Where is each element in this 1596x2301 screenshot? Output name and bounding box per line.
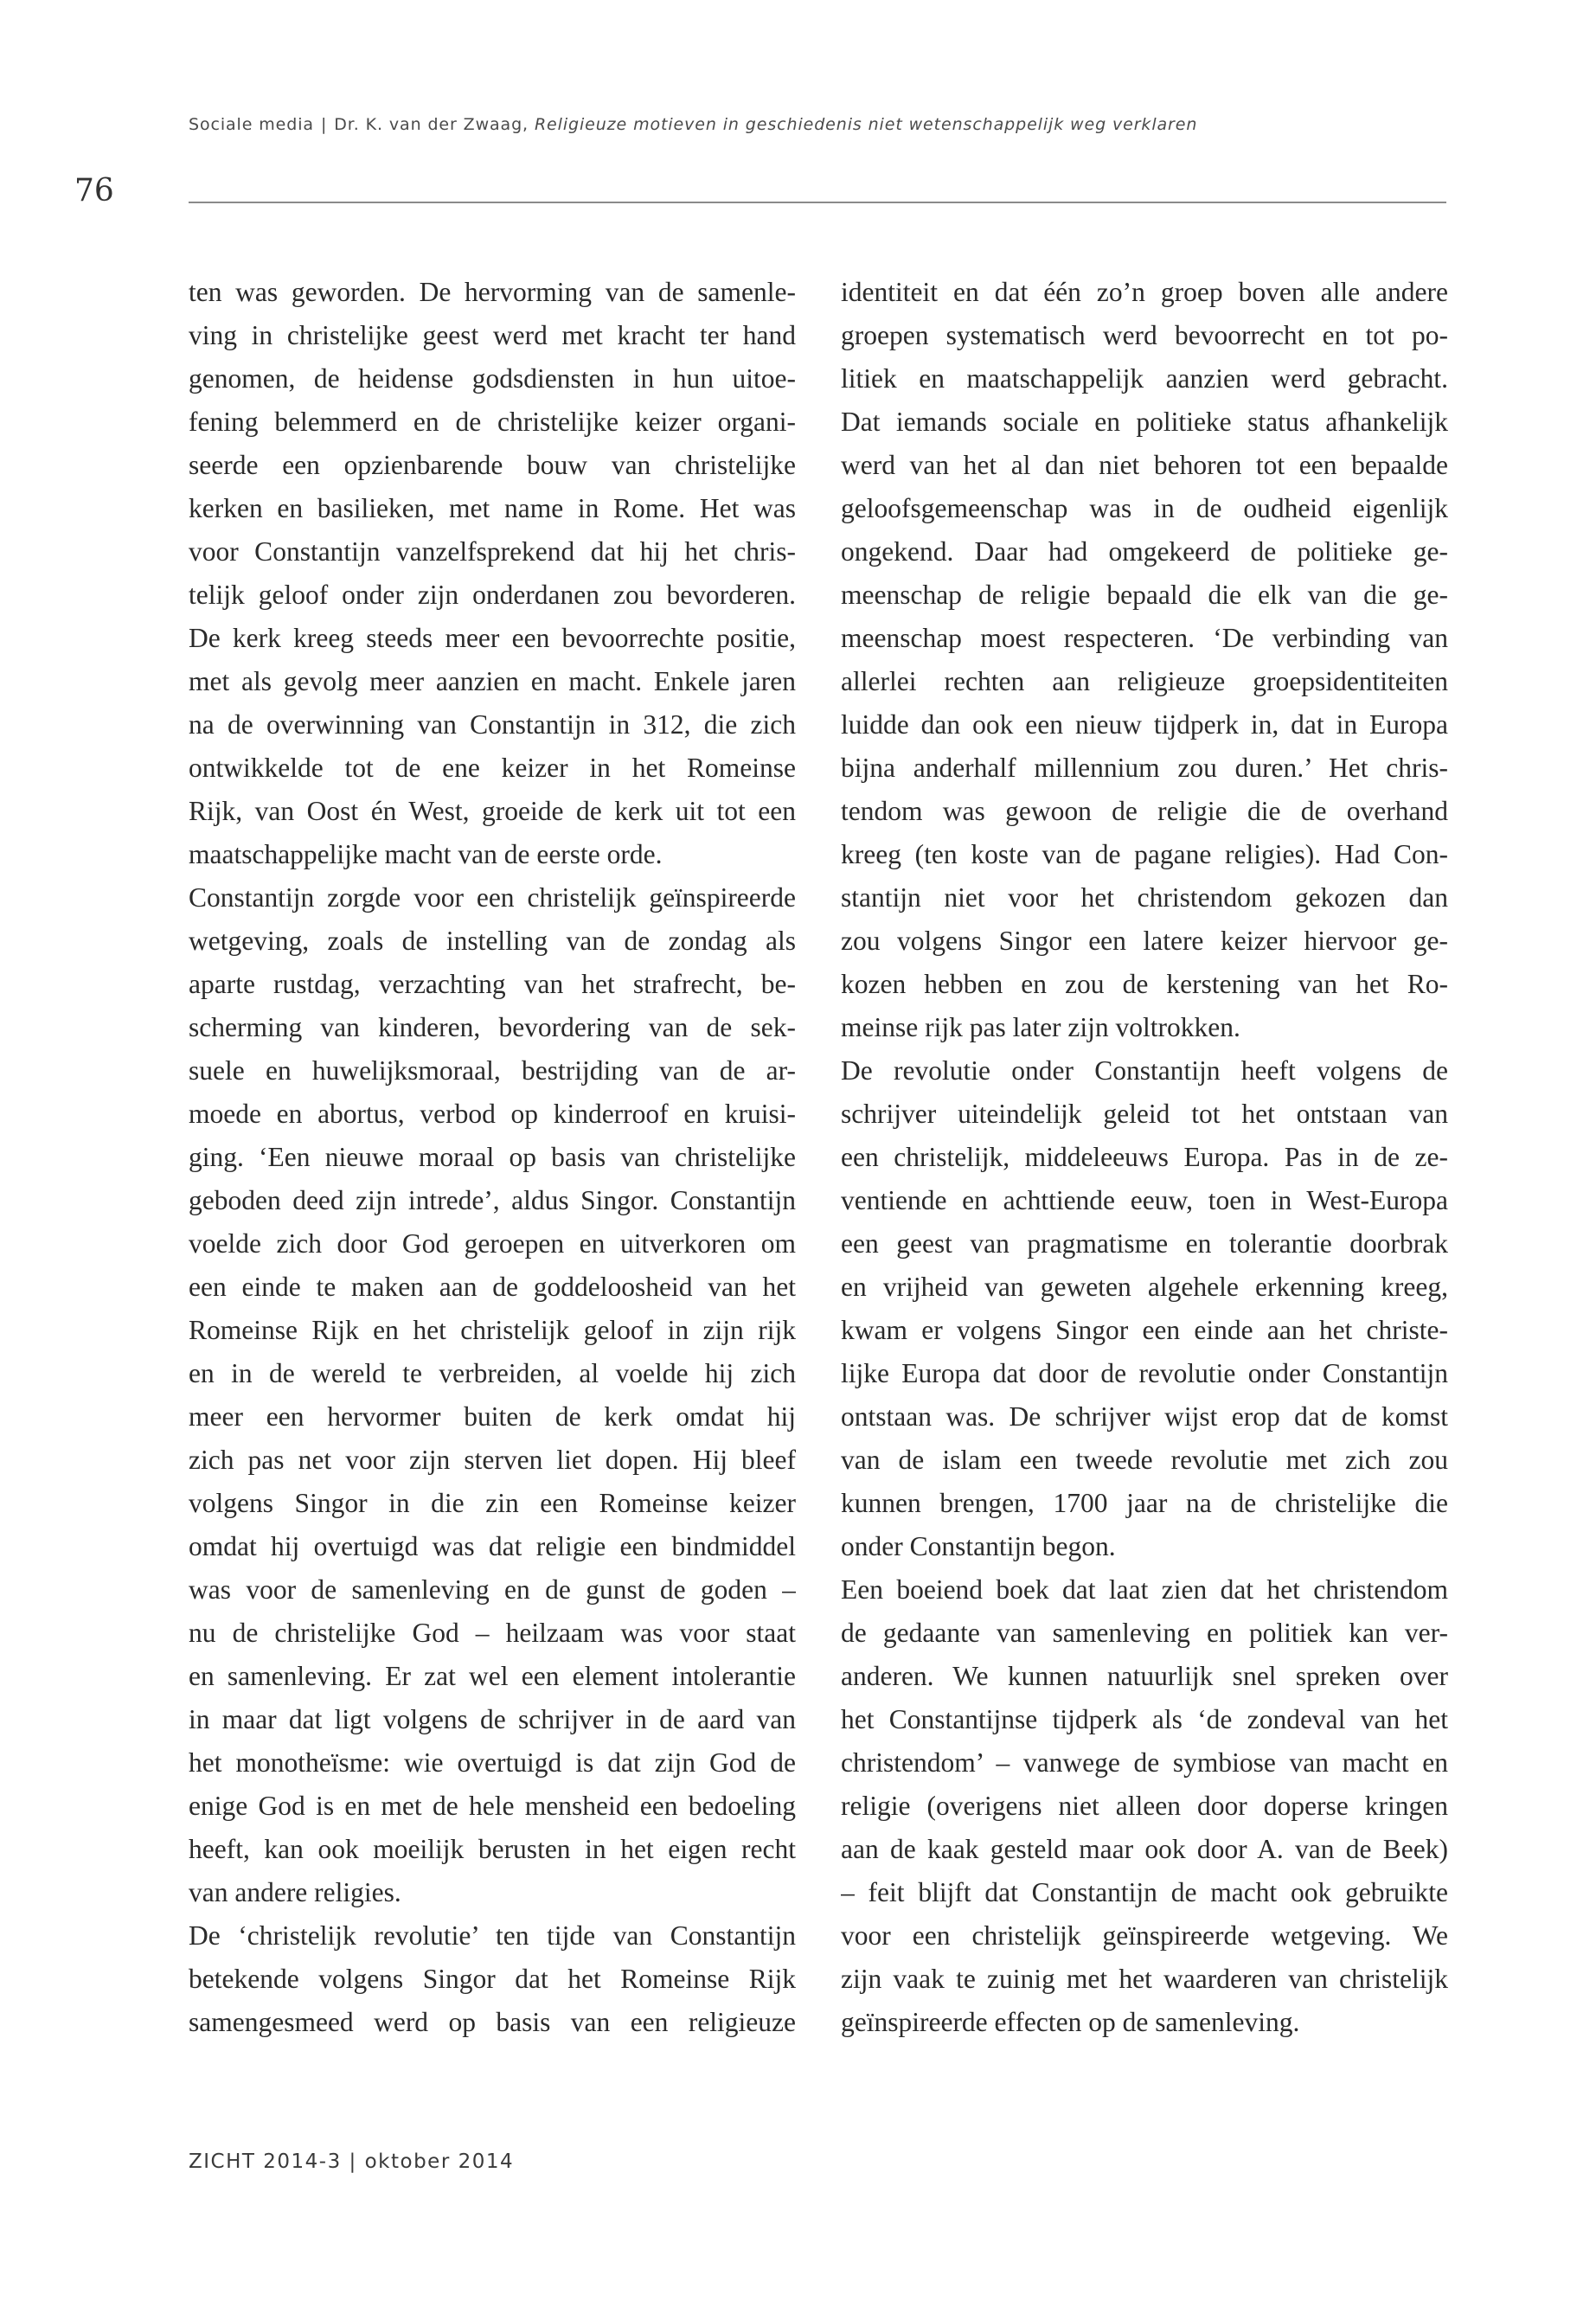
text-line: anderen. We kunnen natuurlijk snel spreken over — [841, 1661, 1448, 1691]
text-line: van de islam een tweede revolutie met zich zou — [841, 1445, 1448, 1475]
text-line: kozen hebben en zou de kerstening van het Ro- — [841, 969, 1448, 999]
header-author: Dr. K. van der Zwaag, — [334, 115, 529, 134]
text-line: een einde te maken aan de goddeloosheid van het — [189, 1272, 796, 1302]
header-separator: | — [320, 115, 328, 134]
text-line: Constantijn zorgde voor een christelijk geïnspireerde — [189, 882, 796, 913]
text-line: geloofsgemeenschap was in de oudheid eigenlijk — [841, 493, 1448, 523]
text-line: stantijn niet voor het christendom gekozen dan — [841, 882, 1448, 913]
text-line: christendom’ – vanwege de symbiose van macht en — [841, 1747, 1448, 1778]
text-line: De revolutie onder Constantijn heeft volgens de — [841, 1055, 1448, 1086]
text-line: geboden deed zijn intrede’, aldus Singor. Constantijn — [189, 1185, 796, 1215]
text-line: luidde dan ook een nieuw tijdperk in, dat in Europa — [841, 709, 1448, 740]
text-line: aparte rustdag, verzachting van het strafrecht, be- — [189, 969, 796, 999]
text-line: voor Constantijn vanzelfsprekend dat hij het chris- — [189, 536, 796, 567]
text-line: allerlei rechten aan religieuze groepsidentiteiten — [841, 666, 1448, 696]
text-line: ging. ‘Een nieuwe moraal op basis van christelijke — [189, 1142, 796, 1172]
text-line: volgens Singor in die zin een Romeinse keizer — [189, 1488, 796, 1518]
text-line: meenschap moest respecteren. ‘De verbinding van — [841, 623, 1448, 653]
text-line: geïnspireerde effecten op de samenleving. — [841, 2007, 1300, 2037]
running-header — [189, 115, 1197, 134]
text-line: moede en abortus, verbod op kinderroof en kruisi- — [189, 1099, 796, 1129]
left-column — [189, 271, 796, 2044]
text-line: het Constantijnse tijdperk als ‘de zondeval van het — [841, 1704, 1448, 1734]
text-line: heeft, kan ook moeilijk berusten in het eigen recht — [189, 1834, 796, 1864]
text-line: ontstaan was. De schrijver wijst erop dat de komst — [841, 1401, 1448, 1432]
text-line: kwam er volgens Singor een einde aan het christe- — [841, 1315, 1448, 1345]
text-line: voor een christelijk geïnspireerde wetgeving. We — [841, 1920, 1448, 1951]
text-line: kerken en basilieken, met name in Rome. Het was — [189, 493, 796, 523]
text-line: zou volgens Singor een latere keizer hiervoor ge- — [841, 926, 1448, 956]
text-line: van andere religies. — [189, 1877, 401, 1907]
text-line: aan de kaak gesteld maar ook door A. van de Beek) — [841, 1834, 1448, 1864]
text-line: bijna anderhalf millennium zou duren.’ Het chris- — [841, 753, 1448, 783]
text-line: genomen, de heidense godsdiensten in hun uitoe- — [189, 363, 796, 394]
header-article-title: Religieuze motieven in geschiedenis niet wetenschappelijk weg verklaren — [534, 115, 1198, 134]
text-line: meer een hervormer buiten de kerk omdat hij — [189, 1401, 796, 1432]
text-line: Dat iemands sociale en politieke status afhankelijk — [841, 407, 1448, 437]
text-line: maatschappelijke macht van de eerste orde. — [189, 839, 663, 869]
text-line: – feit blijft dat Constantijn de macht ook gebruikte — [841, 1877, 1448, 1907]
text-line: enige God is en met de hele mensheid een bedoeling — [189, 1791, 796, 1821]
text-line: na de overwinning van Constantijn in 312, die zich — [189, 709, 796, 740]
text-line: tendom was gewoon de religie die de overhand — [841, 796, 1448, 826]
text-line: lijke Europa dat door de revolutie onder Constantijn — [841, 1358, 1448, 1388]
text-line: identiteit en dat één zo’n groep boven alle andere — [841, 277, 1448, 307]
text-line: en samenleving. Er zat wel een element intolerantie — [189, 1661, 796, 1691]
text-line: kreeg (ten koste van de pagane religies). Had Con- — [841, 839, 1448, 869]
text-line: zich pas net voor zijn sterven liet dopen. Hij bleef — [189, 1445, 796, 1475]
text-line: litiek en maatschappelijk aanzien werd gebracht. — [841, 363, 1448, 394]
text-line: scherming van kinderen, bevordering van de sek- — [189, 1012, 796, 1042]
text-line: schrijver uiteindelijk geleid tot het ontstaan van — [841, 1099, 1448, 1129]
text-line: in maar dat ligt volgens de schrijver in de aard van — [189, 1704, 796, 1734]
text-line: suele en huwelijksmoraal, bestrijding van de ar- — [189, 1055, 796, 1086]
text-line: de gedaante van samenleving en politiek kan ver- — [841, 1618, 1448, 1648]
text-line: was voor de samenleving en de gunst de goden – — [189, 1574, 796, 1605]
text-line: fening belemmerd en de christelijke keizer organi- — [189, 407, 796, 437]
text-line: en vrijheid van geweten algehele erkenning kreeg, — [841, 1272, 1448, 1302]
text-line: ving in christelijke geest werd met kracht ter hand — [189, 320, 796, 350]
text-line: met als gevolg meer aanzien en macht. Enkele jaren — [189, 666, 796, 696]
text-line: samengesmeed werd op basis van een religieuze — [189, 2007, 796, 2037]
text-line: onder Constantijn begon. — [841, 1531, 1116, 1561]
text-line: seerde een opzienbarende bouw van christelijke — [189, 450, 796, 480]
text-line: religie (overigens niet alleen door doperse kringen — [841, 1791, 1448, 1821]
text-line: ten was geworden. De hervorming van de samenle- — [189, 277, 796, 307]
header-section: Sociale media — [189, 115, 314, 134]
text-line: en in de wereld te verbreiden, al voelde hij zich — [189, 1358, 796, 1388]
text-line: ventiende en achttiende eeuw, toen in West-Europa — [841, 1185, 1448, 1215]
text-line: Romeinse Rijk en het christelijk geloof in zijn rijk — [189, 1315, 796, 1345]
text-line: omdat hij overtuigd was dat religie een bindmiddel — [189, 1531, 796, 1561]
text-line: betekende volgens Singor dat het Romeinse Rijk — [189, 1964, 796, 1994]
text-line: De ‘christelijk revolutie’ ten tijde van Constantijn — [189, 1920, 796, 1951]
header-rule — [189, 202, 1446, 203]
text-line: zijn vaak te zuinig met het waarderen van christelijk — [841, 1964, 1448, 1994]
right-column — [841, 271, 1448, 2044]
text-line: groepen systematisch werd bevoorrecht en tot po- — [841, 320, 1448, 350]
text-line: een geest van pragmatisme en tolerantie doorbrak — [841, 1228, 1448, 1259]
text-line: werd van het al dan niet behoren tot een bepaalde — [841, 450, 1448, 480]
text-line: een christelijk, middeleeuws Europa. Pas in de ze- — [841, 1142, 1448, 1172]
text-line: voelde zich door God geroepen en uitverkoren om — [189, 1228, 796, 1259]
text-line: meinse rijk pas later zijn voltrokken. — [841, 1012, 1240, 1042]
footer-issue-info: ZICHT 2014-3 | oktober 2014 — [189, 2150, 515, 2173]
text-line: kunnen brengen, 1700 jaar na de christelijke die — [841, 1488, 1448, 1518]
text-line: De kerk kreeg steeds meer een bevoorrechte positie, — [189, 623, 796, 653]
page-number: 76 — [74, 173, 114, 208]
text-line: Rijk, van Oost én West, groeide de kerk uit tot een — [189, 796, 796, 826]
text-line: Een boeiend boek dat laat zien dat het christendom — [841, 1574, 1448, 1605]
text-line: het monotheïsme: wie overtuigd is dat zijn God de — [189, 1747, 796, 1778]
text-line: ontwikkelde tot de ene keizer in het Romeinse — [189, 753, 796, 783]
text-line: ongekend. Daar had omgekeerd de politieke ge- — [841, 536, 1448, 567]
text-line: nu de christelijke God – heilzaam was voor staat — [189, 1618, 796, 1648]
text-line: wetgeving, zoals de instelling van de zondag als — [189, 926, 796, 956]
text-line: meenschap de religie bepaald die elk van die ge- — [841, 580, 1448, 610]
text-line: telijk geloof onder zijn onderdanen zou bevorderen. — [189, 580, 796, 610]
